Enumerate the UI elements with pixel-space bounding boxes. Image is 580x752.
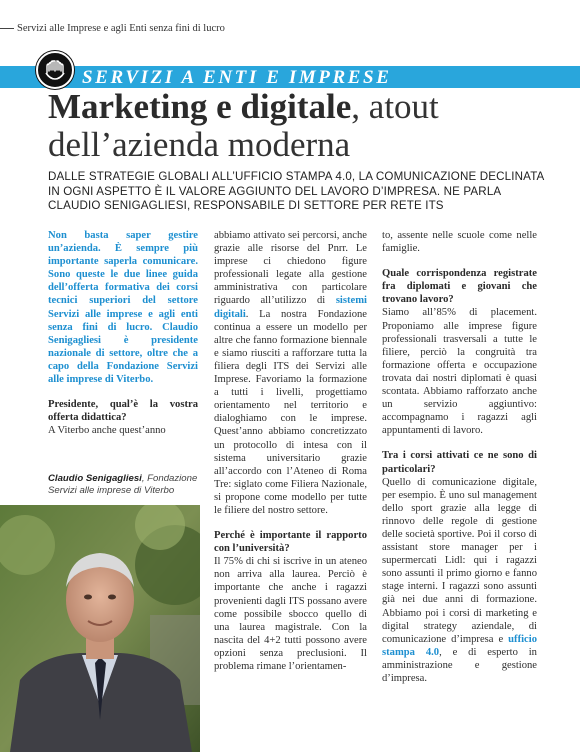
section-label: SERVIZI A ENTI E IMPRESE — [82, 67, 392, 88]
column-1 — [48, 229, 198, 437]
running-head — [0, 22, 580, 36]
lead-paragraph: Non basta saper gestire un’azienda. È sempre più importante saperla comunicare. Sono queste le due linee guida dell’offerta formativa dei corsi tecnici superiori del settore Servizi alle imprese e agli enti senza fini di lucro. Claudio Senigagliesi è presidente nazionale di settore, oltre che a capo della Fondazione Servizi alle imprese di Viterbo. — [48, 230, 198, 386]
question-2: Perché è importante il rapporto con l’università? — [214, 530, 367, 555]
highlight-sistemi-digitali: sistemi digitali — [214, 295, 367, 320]
deck: DALLE STRATEGIE GLOBALI ALL’UFFICIO STAMPA 4.0, LA COMUNICAZIONE DECLINATA IN OGNI ASPETTO È IL VALORE AGGIUNTO DEL LAVORO D’IMPRESA. NE PARLA CLAUDIO SENIGAGLIESI, RESPONSABILE DI SETTORE PER RETE ITS — [48, 170, 544, 212]
paragraph-3-continued: to, assente nelle scuole come nelle famiglie. — [382, 230, 537, 255]
question-3: Quale corrispondenza registrate fra diplomati e giovani che trovano lavoro? — [382, 268, 537, 306]
answer-4-part-b: , e di esperto in amministrazione e gestione d’impresa. — [382, 646, 537, 684]
answer-4 — [382, 476, 537, 686]
photo-caption — [48, 473, 198, 497]
hands-circle-icon — [36, 51, 74, 89]
running-head-text: Servizi alle Imprese e agli Enti senza fini di lucro — [17, 23, 225, 34]
caption-name: Claudio Senigagliesi — [48, 473, 142, 484]
paragraph-2-part-b: . La nostra Fondazione continua a essere un modello per altre che fanno formazione biennale e siamo riusciti a rafforzare tutta la filiera degli ITS dei Servizi alle Imprese. Favoriamo la formazione a tutti i livelli, progettiamo orientamento nel territorio e dialoghiamo con le imprese. Quest’anno abbiamo concretizzato un protocollo di intesa con il sistema universitario grazie all’accordo con l’Ateneo di Roma Tre: siglato come Filiera Nazionale, si propone come modello per tutte le filiere del nostro settore. — [214, 308, 367, 516]
column-2 — [214, 229, 367, 673]
running-head-rule — [0, 28, 14, 29]
paragraph-2 — [214, 229, 367, 517]
answer-4-part-a: Quello di comunicazione digitale, per esempio. È uno sul management dello sport grazie alla legge di rinnovo delle regole di gestione delle società sportive. Poi il corso di assistant store manager per i supermercati Lidl: qui i ragazzi sono assunti il primo giorno e fanno stage interni. I ragazzi sono assunti già nei due anni di formazione. Abbiamo poi i corsi di marketing e digital strategy aziendale, di comunicazione d’impresa e — [382, 476, 537, 645]
answer-3: Siamo all’85% di placement. Proponiamo alle imprese figure professionali trasversali a tutte le filiere, perciò la congruità tra formazione offerta e occupazione trovata dai nostri diplomati è quasi scontata. Abbiamo rafforzato anche un servizio aggiuntivo: accompagnamo i ragazzi agli appuntamenti di lavoro. — [382, 307, 537, 437]
headline — [48, 88, 558, 164]
answer-2: Il 75% di chi si iscrive in un ateneo non arriva alla laurea. Perciò è importante che anche i ragazzi provenienti dagli ITS possano avere come possibile sbocco quello di una laurea magistrale. Con la nascita del 4+2 tutti possono avere opzioni senza preclusioni. Il problema rimane l’orientamen- — [214, 556, 367, 672]
question-4: Tra i corsi attivati ce ne sono di particolari? — [382, 450, 537, 475]
headline-bold: Marketing e digitale — [48, 87, 352, 126]
caption-role: , Fondazione Servizi alle imprese di Viterbo — [48, 473, 198, 496]
hands-glyph — [38, 53, 72, 87]
portrait-photo — [0, 505, 200, 752]
question-1: Presidente, qual’è la vostra offerta didattica? — [48, 399, 198, 424]
column-3 — [382, 229, 537, 685]
paragraph-2-part-a: abbiamo attivato sei percorsi, anche grazie alle risorse del Pnrr. Le imprese ci chiedono figure professionali legate alla gestione amministrativa con particolare riguardo all’utilizzo di — [214, 230, 367, 307]
headline-rest: , atout dell’azienda moderna — [48, 87, 439, 164]
portrait-illustration — [0, 505, 200, 752]
highlight-ufficio-stampa: ufficio stampa 4.0 — [382, 633, 537, 658]
answer-1: A Viterbo anche quest’anno — [48, 425, 166, 437]
